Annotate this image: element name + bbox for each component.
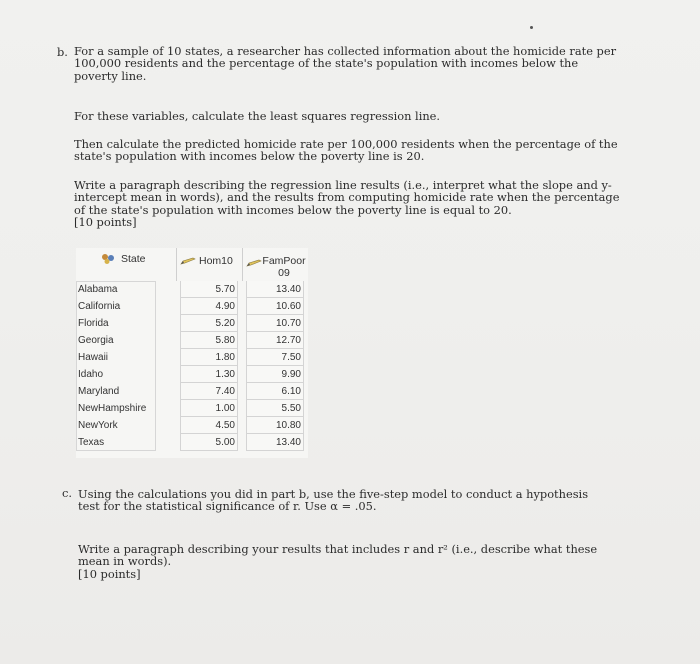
text-line: of the state's population with incomes below the poverty line is equal to 20. xyxy=(74,202,512,217)
scale-variable-icon xyxy=(180,257,196,265)
data-table xyxy=(76,248,308,458)
text-line: Using the calculations you did in part b, use the five-step model to conduct a hypothesis xyxy=(78,487,589,501)
cell-hom10[interactable]: 1.80 xyxy=(180,349,238,366)
table-row xyxy=(76,417,308,434)
table-row xyxy=(76,298,308,315)
cell-fampoor[interactable]: 13.40 xyxy=(246,281,304,298)
table-row xyxy=(76,332,308,349)
cell-hom10[interactable]: 5.00 xyxy=(180,434,238,451)
cell-state[interactable]: Maryland xyxy=(78,386,120,397)
cell-hom10[interactable]: 5.70 xyxy=(180,281,238,298)
cell-hom10[interactable]: 1.30 xyxy=(180,366,238,383)
cell-fampoor[interactable]: 10.80 xyxy=(246,417,304,434)
table-row xyxy=(76,349,308,366)
points-label: [10 points] xyxy=(74,215,137,230)
table-row xyxy=(76,434,308,451)
cell-state[interactable]: Georgia xyxy=(78,335,114,346)
text-line: Then calculate the predicted homicide rate per 100,000 residents when the percentage of the xyxy=(74,137,618,151)
cell-state[interactable]: NewYork xyxy=(78,420,118,431)
part-b-label: b. xyxy=(57,45,68,59)
part-c-task xyxy=(78,488,588,513)
part-b-task: For these variables, calculate the least squares regression line. xyxy=(74,109,441,123)
text-line: state's population with incomes below the poverty line is 20. xyxy=(74,149,425,164)
header-state[interactable]: State xyxy=(121,253,146,265)
part-b-prediction xyxy=(74,138,618,163)
text-line: mean in words). xyxy=(78,554,172,569)
cell-hom10[interactable]: 4.50 xyxy=(180,417,238,434)
cell-fampoor[interactable]: 9.90 xyxy=(246,366,304,383)
column-divider xyxy=(242,248,243,281)
points-label: [10 points] xyxy=(78,566,141,581)
nominal-variable-icon xyxy=(101,254,115,264)
cell-state[interactable]: Idaho xyxy=(78,369,104,380)
cell-state[interactable]: Florida xyxy=(78,318,109,329)
part-c-label: c. xyxy=(62,486,73,500)
header-fampoor09[interactable] xyxy=(262,255,306,279)
cell-state[interactable]: Hawaii xyxy=(78,352,109,363)
text-line: intercept mean in words), and the results from computing homicide rate when the percentage xyxy=(74,190,620,205)
cell-state[interactable]: Texas xyxy=(78,437,105,448)
text-line: poverty line. xyxy=(74,68,147,83)
text-line: Write a paragraph describing your results that includes r and r² (i.e., describe what these xyxy=(78,542,598,556)
cell-hom10[interactable]: 7.40 xyxy=(180,383,238,400)
table-row xyxy=(76,366,308,383)
header-hom10[interactable]: Hom10 xyxy=(199,255,233,267)
cell-hom10[interactable]: 5.80 xyxy=(180,332,238,349)
part-b-writeup xyxy=(74,179,619,229)
text-line: For a sample of 10 states, a researcher has collected information about the homicide rate per xyxy=(74,44,617,58)
cell-state[interactable]: NewHampshire xyxy=(78,403,147,414)
cell-hom10[interactable]: 4.90 xyxy=(180,298,238,315)
text-line: Write a paragraph describing the regression line results (i.e., interpret what the slope and y- xyxy=(74,178,612,192)
cell-state[interactable]: Alabama xyxy=(78,284,118,295)
cell-fampoor[interactable]: 13.40 xyxy=(246,434,304,451)
header-line: FamPoor xyxy=(262,255,306,267)
speck xyxy=(530,26,533,29)
cell-fampoor[interactable]: 10.70 xyxy=(246,315,304,332)
cell-fampoor[interactable]: 10.60 xyxy=(246,298,304,315)
header-line: 09 xyxy=(278,267,290,279)
table-header xyxy=(76,248,308,281)
text-line: 100,000 residents and the percentage of the state's population with incomes below the xyxy=(74,56,579,71)
cell-fampoor[interactable]: 12.70 xyxy=(246,332,304,349)
text-line: test for the statistical significance of r. Use α = .05. xyxy=(78,499,377,514)
cell-fampoor[interactable]: 7.50 xyxy=(246,349,304,366)
table-row xyxy=(76,281,308,298)
cell-hom10[interactable]: 5.20 xyxy=(180,315,238,332)
cell-hom10[interactable]: 1.00 xyxy=(180,400,238,417)
table-row xyxy=(76,383,308,400)
part-b-intro xyxy=(74,45,616,82)
table-row xyxy=(76,400,308,417)
cell-fampoor[interactable]: 5.50 xyxy=(246,400,304,417)
cell-state[interactable]: California xyxy=(78,301,121,312)
part-c-writeup xyxy=(78,543,597,580)
scale-variable-icon xyxy=(246,259,262,267)
cell-fampoor[interactable]: 6.10 xyxy=(246,383,304,400)
table-row xyxy=(76,315,308,332)
column-divider xyxy=(176,248,177,281)
